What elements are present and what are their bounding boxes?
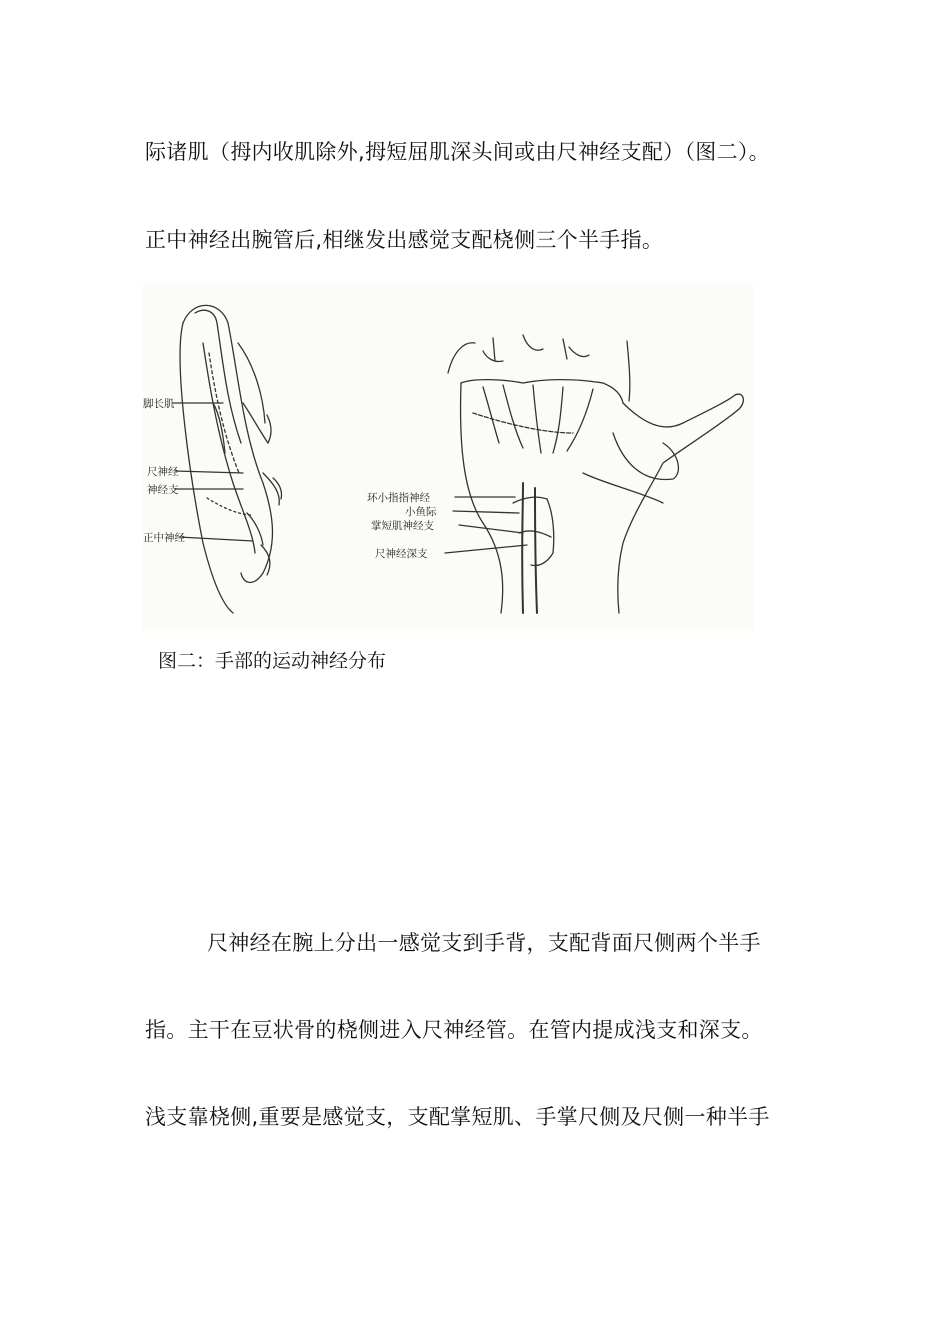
text-line-5: 浅支靠桡侧,重要是感觉支，支配掌短肌、手掌尺侧及尺侧一种半手 [145,1105,770,1129]
label-right-b: 小鱼际 [405,506,437,518]
figure-caption: 图二：手部的运动神经分布 [158,650,387,672]
label-right-c: 掌短肌神经支 [371,520,434,532]
label-left-a: 脚长肌 [143,398,175,410]
label-left-d: 正中神经 [143,532,185,544]
hand-nerve-figure [143,283,753,631]
text-line-3: 尺神经在腕上分出一感觉支到手背，支配背面尺侧两个半手 [207,931,761,955]
label-left-b: 尺神经 [147,466,179,478]
hand-illustration [143,283,753,631]
text-line-1: 际诸肌（拇内收肌除外,拇短屈肌深头间或由尺神经支配）（图二）。 [145,140,770,164]
text-line-2: 正中神经出腕管后,相继发出感觉支配桡侧三个半手指。 [145,228,664,252]
label-left-c: 神经支 [147,484,179,496]
label-right-d: 尺神经深支 [375,548,428,560]
text-line-4: 指。主干在豆状骨的桡侧进入尺神经管。在管内提成浅支和深支。 [145,1018,763,1042]
label-right-a: 环小指指神经 [367,492,430,504]
